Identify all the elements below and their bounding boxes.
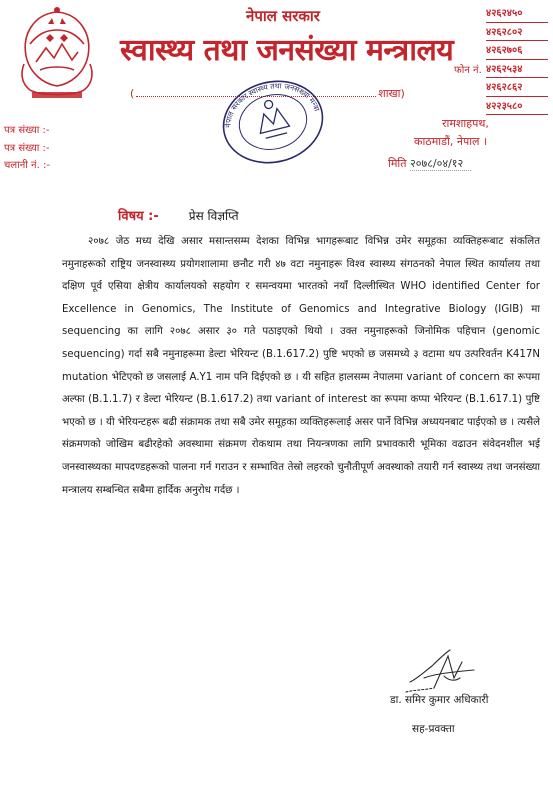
section-label: शाखा) — [378, 87, 405, 100]
phone-number: ४२२३५८० — [486, 99, 548, 116]
previous-letter-number-label: पत्र संख्या :- — [4, 125, 50, 136]
dispatch-number-label: चलानी नं. :- — [4, 160, 50, 171]
section-open: ( — [130, 87, 135, 100]
ministry-title: स्वास्थ्य तथा जनसंख्या मन्त्रालय — [120, 33, 454, 68]
subject-line — [118, 206, 239, 224]
body-paragraph: २०७८ जेठ मध्य देखि असार मसान्तसम्म देशका विभिन्न भागहरूबाट विभिन्न उमेर समूहका व्यक्तिहरूबाट संकलित नमुनाहरूको राष्ट्रिय जनस्वास्थ्य प्रयोगशालामा छनौट गरी ४७ वटा नमुनाहरू विश्व स्वास्थ्य संगठनको नेपाल स्थित कार्यालय तथा दक्षिण पूर्व एसिया क्षेत्रीय कार्यालयको सहयोग र समन्वयमा भारतको नयाँ दिल्लीस्थित WHO identified Center for Excellence in Genomics, The Institute of Genomics and Integrative Biology (IGIB) मा sequencing का लागि २०७८ असार ३० गते पठाइएको थियो । उक्त नमुनाहरूको जिनोमिक पहिचान (genomic sequencing) गर्दा सबै नमुनाहरूमा डेल्टा भेरियन्ट (B.1.617.2) पुष्टि भएको छ जसमध्ये ३ वटामा थप उत्परिवर्तन K417N mutation भेटिएको छ जसलाई A.Y1 नाम पनि दिईएको छ । यी सहित हालसम्म नेपालमा variant of concern का रूपमा अल्फा (B.1.1.7) र डेल्टा भेरियन्ट (B.1.617.2) तथा variant of interest का रूपमा कप्पा भेरियन्ट (B.1.617.1) पुष्टि भएको छ । यी भेरियन्टहरू बढी संक्रामक तथा सबै उमेर समूहका व्यक्तिहरूलाई असर पार्ने विभिन्न अध्ययनबाट पाईएको छ । त्यसैले संक्रमणको जोखिम बढीरहेको अवस्थामा संक्रमण रोकथाम तथा नियन्त्रणका लागि प्रभावकारी भूमिका वढाउन संवेदनशील भई जनस्वास्थ्यका मापदण्डहरूको पालना गर्न गराउन र सम्भावित तेस्रो लहरको चुनौतीपूर्ण अवस्थाको तयारी गर्न स्वास्थ्य तथा जनसंख्या मन्त्रालय सम्बन्धित सबैमा हार्दिक अनुरोध गर्दछ । — [62, 236, 540, 496]
phone-number: ४२६२८०२ — [486, 25, 548, 42]
government-title: नेपाल सरकार — [246, 7, 320, 25]
letter-number-label: पत्र संख्या :- — [4, 143, 50, 154]
address-city: काठमाडौं, नेपाल । — [414, 135, 488, 148]
phone-number: ४२६२७०६ — [486, 43, 548, 60]
address-street: रामशाहपथ, — [442, 117, 489, 130]
phone-number: ४२६२८६२ — [486, 80, 548, 97]
press-release-body — [62, 231, 540, 502]
phone-number: ४२६२४५० — [486, 6, 548, 23]
phone-label: फोन नं. — [454, 65, 482, 76]
subject-value: प्रेस विज्ञप्ति — [188, 209, 239, 223]
date-line — [388, 156, 471, 171]
date-value: २०७८/०४/१२ — [410, 157, 471, 171]
phone-list — [486, 6, 548, 117]
date-label: मिति — [388, 157, 407, 170]
ministry-seal-stamp — [218, 74, 328, 170]
seal-text: नेपाल सरकार स्वास्थ्य तथा जनसंख्या मन्त्रालय — [223, 81, 322, 128]
handwritten-signature — [404, 648, 480, 696]
signatory-title: सह-प्रवक्ता — [412, 723, 455, 735]
phone-number: ४२६२५३४ — [486, 62, 548, 79]
nepal-emblem-icon — [16, 4, 98, 104]
subject-label: विषय :- — [118, 209, 159, 224]
signatory-name: डा. समिर कुमार अधिकारी — [390, 694, 489, 706]
